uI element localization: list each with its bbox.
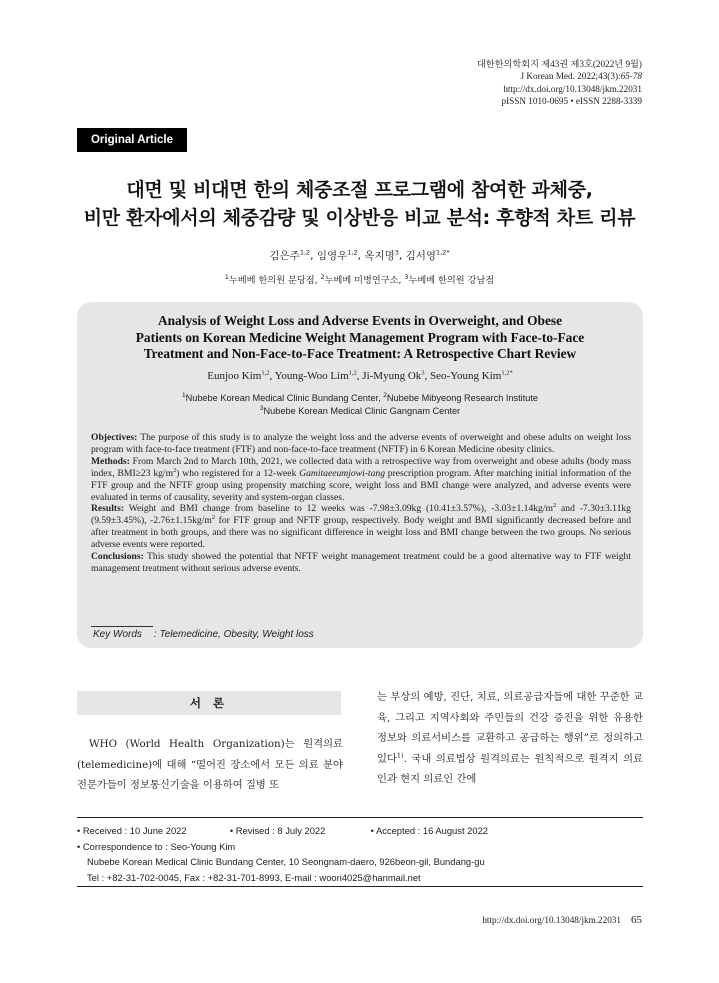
- footnotes: [77, 823, 643, 885]
- correspondence: • Correspondence to : Seo-Young Kim: [77, 840, 236, 852]
- affiliation: 누베베 한의원 강남점: [408, 275, 495, 286]
- dates-row: [77, 823, 643, 839]
- keywords-rule: [91, 626, 153, 627]
- affiliation: Nubebe Mibyeong Research Institute: [386, 393, 539, 403]
- abstract-conclusions: Conclusions: This study showed the potential that NFTF weight management treatment could be a good alternative way to FTF weight management treatment without serious adverse events.: [91, 551, 631, 574]
- page-footer: [482, 914, 642, 926]
- korean-affiliations: $^1$누베베 한의원 분당점, $^2$누베베 미병연구소, $^3$누베베 한의원 강남점: [224, 272, 495, 286]
- journal-info: [477, 58, 642, 108]
- journal-name-ko: 대한한의학회지 제43권 제3호(2022년 9월): [476, 59, 642, 69]
- affiliation: Nubebe Korean Medical Clinic Gangnam Center: [263, 405, 461, 416]
- section-heading: 서 론: [189, 696, 229, 710]
- author-name: Ji-Myung Ok: [362, 370, 422, 382]
- received-date: • Received : 10 June 2022: [77, 825, 187, 836]
- body-column-right: 는 부상의 예방, 진단, 치료, 의료공급자들에 대한 꾸준한 교육, 그리고 지역사회와 주민들의 건강 증진을 위한 유용한 정보와 의료서비스를 교환하고 공급하는 행위”로 정의하고 있다$^{1)}$. 국내 의료법상 원격의료는 원칙적으로 원격지 의료인과 현지 의료인 간에: [377, 691, 643, 785]
- author-name: 임영우: [316, 250, 348, 262]
- revised-date: • Revised : 8 July 2022: [229, 825, 326, 836]
- affiliation: 누베베 미병연구소: [324, 275, 399, 286]
- journal-doi: http://dx.doi.org/10.13048/jkm.22031: [503, 83, 642, 94]
- korean-authors: 김은주$^{1,2}$, 임영우$^{1,2}$, 옥지명$^3$, 김서영$^{1,2*}$: [269, 248, 450, 262]
- body-column-left: [77, 734, 343, 796]
- author-name: 김서영: [405, 250, 437, 262]
- keywords-text: : Telemedicine, Obesity, Weight loss: [153, 629, 314, 640]
- author-name: 옥지명: [364, 250, 395, 262]
- abstract-results: Results: Weight and BMI change from baseline to 12 weeks was -7.98±3.09kg (10.41±3.57%), $-3.03\pm 1.14kg/m^2$ and -7.30±3.11kg (9.59±3.45%), $-2.76\pm 1.15kg/m^2$ for FTF group and NFTF group, respectively. Body weight and BMI significantly decreased before and after treatment in both groups, and there was no significant difference in weight loss and BMI change between the two groups. No serious adverse events were reported.: [91, 502, 631, 551]
- journal-issn: pISSN 1010-0695 • eISSN 2288-3339: [501, 96, 642, 107]
- journal-pages: 65-78: [620, 71, 642, 82]
- article-type-badge: Original Article: [77, 128, 187, 152]
- correspondence-contact: Tel : +82-31-702-0045, Fax : +82-31-701-8993, E-mail : woori4025@hanmail.net: [87, 871, 421, 883]
- footnote-rule-bottom: [77, 886, 643, 887]
- accepted-date: • Accepted : 16 August 2022: [370, 825, 489, 836]
- abstract-objectives: Objectives: The purpose of this study is to analyze the weight loss and the adverse events of overweight and obese adults on weight loss program with face-to-face treatment (FTF) and non-face-to-face treatment (NFTF) in 6 Korean Medicine obesity clinics.: [91, 432, 631, 455]
- abstract-methods: Methods: From March 2nd to March 10th, 2021, we collected data with a retrospective way from overweight and obese adults (body mass index, BMI≥23 $kg/m^2$) who registered for a 12-week Gamitaeeumjowi-tang prescription program. After matching initial information of the FTF group and the NFTF group using propensity matching score, weight loss and BMI change were analyzed, and adverse events were evaluated in terms of causality, severity and system-organ classes.: [91, 455, 632, 503]
- affiliation: 누베베 한의원 분당점: [228, 275, 315, 286]
- keywords-label: Key Words: [93, 629, 142, 640]
- keywords: [93, 629, 314, 640]
- korean-title: [40, 176, 679, 232]
- english-authors: Eunjoo Kim$^{1,2}$, Young-Woo Lim$^{1,2}$, Ji-Myung Ok$^3$, Seo-Young Kim$^{1,2*}$: [207, 369, 513, 382]
- author-name: 김은주: [269, 250, 300, 262]
- korean-title-line-2: 비만 환자에서의 체중감량 및 이상반응 비교 분석: 후향적 차트 리뷰: [83, 207, 636, 229]
- english-affiliations: $^1$Nubebe Korean Medical Clinic Bundang Center, $^2$Nubebe Mibyeong Research Institute $^3$Nubebe Korean Medical Clinic Gangnam Center: [181, 391, 539, 416]
- footer-doi: http://dx.doi.org/10.13048/jkm.22031: [482, 915, 621, 925]
- author-name: Young-Woo Lim: [274, 370, 349, 382]
- author-name: Eunjoo Kim: [207, 370, 262, 382]
- footnote-rule-top: [77, 817, 643, 818]
- english-title: Analysis of Weight Loss and Adverse Events in Overweight, and Obese Patients on Korean Medicine Weight Management Program with Face-to-Face Treatment and Non-Face-to-Face Treatment: A Retrospective Chart Review: [135, 313, 585, 361]
- correspondence-address: Nubebe Korean Medical Clinic Bundang Center, 10 Seongnam-daero, 926beon-gil, Bundang-gu: [87, 856, 485, 868]
- abstract-body: [91, 432, 631, 575]
- affiliation: Nubebe Korean Medical Clinic Bundang Center: [185, 393, 379, 403]
- author-name: Seo-Young Kim: [430, 370, 502, 382]
- page-number: 65: [631, 914, 642, 926]
- body-paragraph: WHO (World Health Organization)는 원격의료(telemedicine)에 대해 “떨어진 장소에서 모든 의료 분야 전문가들이 정보통신기술을 이용하여 질병 또: [77, 738, 343, 791]
- korean-title-line-1: 대면 및 비대면 한의 체중조절 프로그램에 참여한 과체중,: [126, 179, 593, 201]
- journal-citation: J Korean Med. 2022;43(3):65-78: [520, 71, 642, 82]
